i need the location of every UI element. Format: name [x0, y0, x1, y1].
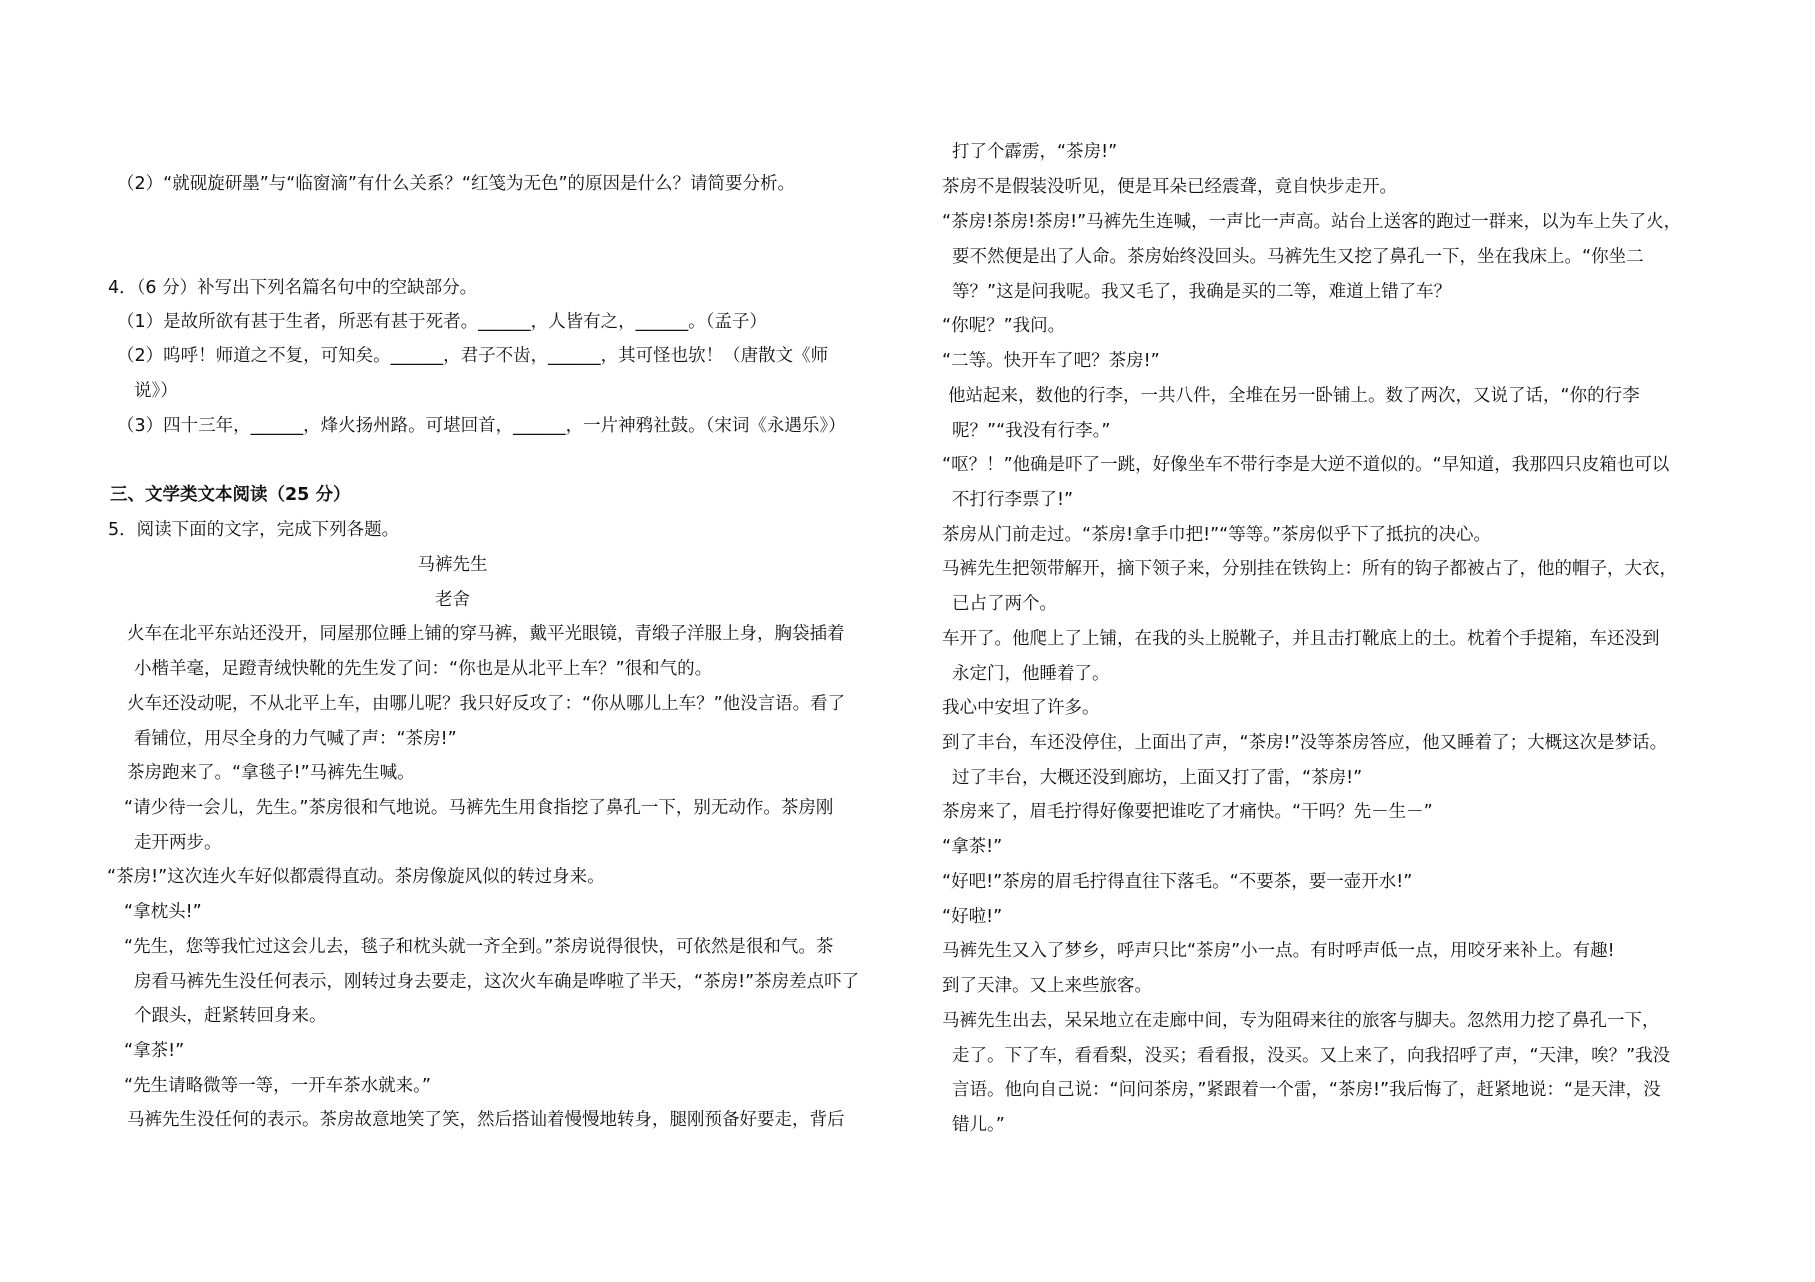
story-paragraph-line: “好吧!”茶房的眉毛拧得直往下落毛。“不要茶，要一壶开水!” [942, 872, 1413, 892]
question-4-item: （3）四十三年，______，烽火扬州路。可堪回首，______，一片神鸦社鼓。（宋词《永遇乐》） [117, 416, 846, 436]
story-paragraph-line: 打了个霹雳，“茶房!” [952, 142, 1118, 162]
story-paragraph-line: 过了丰台，大概还没到廊坊，上面又打了雷，“茶房!” [952, 768, 1363, 788]
story-paragraph-line: 马裤先生出去，呆呆地立在走廊中间，专为阻碍来往的旅客与脚夫。忽然用力挖了鼻孔一下， [942, 1011, 1660, 1031]
question-4-item: （2）呜呼！师道之不复，可知矣。______，君子不齿，______，其可怪也欤！（唐散文《师 [117, 346, 829, 366]
story-paragraph-line: “拿枕头!” [124, 902, 202, 922]
story-paragraph-line: “先生，您等我忙过这会儿去，毯子和枕头就一齐全到。”茶房说得很快，可依然是很和气。茶 [124, 937, 834, 957]
story-paragraph-line: 到了丰台，车还没停住，上面出了声，“茶房!”没等茶房答应，他又睡着了；大概这次是梦话。 [942, 733, 1668, 753]
story-paragraph-line: “茶房!”这次连火车好似都震得直动。茶房像旋风似的转过身来。 [107, 867, 605, 887]
story-paragraph-line: 他站起来，数他的行李，一共八件，全堆在另一卧铺上。数了两次，又说了话，“你的行李 [948, 386, 1640, 406]
section-3-heading: 三、文学类文本阅读（25 分） [110, 485, 351, 505]
story-paragraph-line: 茶房不是假装没听见，便是耳朵已经震聋，竟自快步走开。 [942, 177, 1397, 197]
story-paragraph-line: 呢？”“我没有行李。” [952, 421, 1111, 441]
story-paragraph-line: 茶房从门前走过。“茶房!拿手巾把!”“等等。”茶房似乎下了抵抗的决心。 [942, 525, 1492, 545]
story-paragraph-line: 火车在北平东站还没开，同屋那位睡上铺的穿马裤，戴平光眼镜，青缎子洋服上身，胸袋插着 [127, 624, 845, 644]
question-4-item: （1）是故所欲有甚于生者，所恶有甚于死者。______，人皆有之，______。（孟子） [117, 312, 767, 332]
story-paragraph-line: 马裤先生把领带解开，摘下领子来，分别挂在铁钩上：所有的钩子都被占了，他的帽子，大衣， [942, 559, 1677, 579]
story-paragraph-line: “拿茶!” [124, 1041, 185, 1061]
story-paragraph-line: 要不然便是出了人命。茶房始终没回头。马裤先生又挖了鼻孔一下，坐在我床上。“你坐二 [952, 247, 1644, 267]
story-paragraph-line: 走了。下了车，看看梨，没买；看看报，没买。又上来了，向我招呼了声，“天津，唉？”我没 [952, 1046, 1671, 1066]
story-paragraph-line: 茶房来了，眉毛拧得好像要把谁吃了才痛快。“干吗？先－生－” [942, 802, 1433, 822]
story-paragraph-line: 火车还没动呢，不从北平上车，由哪儿呢？我只好反攻了：“你从哪儿上车？”他没言语。看了 [127, 694, 846, 714]
story-paragraph-line: 小楷羊毫，足蹬青绒快靴的先生发了问：“你也是从北平上车？”很和气的。 [134, 659, 713, 679]
question-3-part-2: （2）“就砚旋研墨”与“临窗滴”有什么关系？“红笺为无色”的原因是什么？请简要分析。 [117, 174, 796, 194]
story-paragraph-line: “茶房!茶房!茶房!”马裤先生连喊，一声比一声高。站台上送客的跑过一群来，以为车上失了火， [942, 212, 1682, 232]
story-paragraph-line: “好啦!” [942, 907, 1003, 927]
story-paragraph-line: 已占了两个。 [952, 594, 1057, 614]
story-paragraph-line: 走开两步。 [134, 833, 222, 853]
story-title: 马裤先生 [417, 555, 488, 575]
story-paragraph-line: 看铺位，用尽全身的力气喊了声：“茶房!” [134, 729, 457, 749]
story-paragraph-line: 马裤先生没任何的表示。茶房故意地笑了笑，然后搭讪着慢慢地转身，腿刚预备好要走，背后 [127, 1110, 845, 1130]
story-paragraph-line: “你呢？”我问。 [942, 316, 1066, 336]
question-4-item: 说》） [134, 381, 178, 401]
story-paragraph-line: “请少待一会儿，先生。”茶房很和气地说。马裤先生用食指挖了鼻孔一下，别无动作。茶房刚 [124, 798, 834, 818]
story-author: 老舍 [435, 590, 470, 610]
story-paragraph-line: 言语。他向自己说：“问问茶房，”紧跟着一个雷，“茶房!”我后悔了，赶紧地说：“是天津，没 [952, 1080, 1661, 1100]
story-paragraph-line: 错儿。” [952, 1115, 1005, 1135]
story-paragraph-line: 房看马裤先生没任何表示，刚转过身去要走，这次火车确是哗啦了半天，“茶房!”茶房差点吓了 [134, 972, 860, 992]
story-paragraph-line: “先生请略微等一等，一开车茶水就来。” [124, 1076, 431, 1096]
story-paragraph-line: 马裤先生又入了梦乡，呼声只比“茶房”小一点。有时呼声低一点，用咬牙来补上。有趣! [942, 941, 1615, 961]
story-paragraph-line: 我心中安坦了许多。 [942, 698, 1100, 718]
story-paragraph-line: 到了天津。又上来些旅客。 [942, 976, 1152, 996]
story-paragraph-line: “二等。快开车了吧？茶房!” [942, 351, 1160, 371]
story-paragraph-line: “呕？！”他确是吓了一跳，好像坐车不带行李是大逆不道似的。“早知道，我那四只皮箱也可以 [942, 455, 1670, 475]
story-paragraph-line: 永定门，他睡着了。 [952, 664, 1110, 684]
question-5-title: 5．阅读下面的文字，完成下列各题。 [108, 520, 400, 540]
story-paragraph-line: “拿茶!” [942, 837, 1003, 857]
question-4-title: 4．（6 分）补写出下列名篇名句中的空缺部分。 [108, 278, 478, 298]
story-paragraph-line: 不打行李票了!” [952, 490, 1074, 510]
story-paragraph-line: 车开了。他爬上了上铺，在我的头上脱靴子，并且击打靴底上的土。枕着个手提箱，车还没到 [942, 629, 1660, 649]
story-paragraph-line: 茶房跑来了。“拿毯子!”马裤先生喊。 [127, 763, 415, 783]
story-paragraph-line: 个跟头，赶紧转回身来。 [134, 1006, 327, 1026]
story-paragraph-line: 等？”这是问我呢。我又毛了，我确是买的二等，难道上错了车？ [952, 282, 1452, 302]
